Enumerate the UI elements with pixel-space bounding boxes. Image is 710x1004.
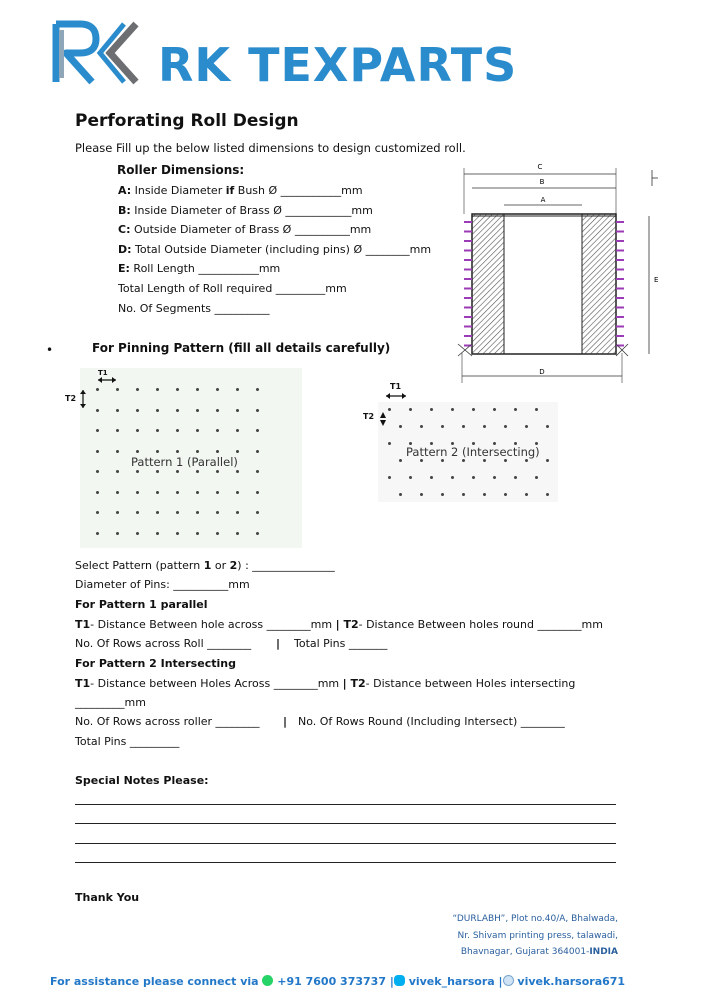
pattern-2-pin-dot bbox=[420, 459, 423, 462]
pattern-1-pin-dot bbox=[156, 450, 159, 453]
pattern-1-pin-dot bbox=[256, 388, 259, 391]
page-title: Perforating Roll Design bbox=[75, 111, 299, 131]
pattern-1-t2-arrow bbox=[79, 388, 87, 410]
pattern-1-heading: For Pattern 1 parallel bbox=[75, 598, 208, 611]
pattern-2-pin-dot bbox=[514, 408, 517, 411]
address-line-1: “DURLABH”, Plot no.40/A, Bhalwada, bbox=[452, 914, 618, 924]
field-e: E: Roll Length ___________mm bbox=[118, 262, 281, 275]
pattern-1-pin-dot bbox=[176, 450, 179, 453]
pattern-1-label: Pattern 1 (Parallel) bbox=[131, 455, 238, 469]
pattern-1-pin-dot bbox=[196, 388, 199, 391]
pattern-2-pin-dot bbox=[430, 476, 433, 479]
chat-icon bbox=[503, 975, 514, 986]
pattern-1-pin-dot bbox=[216, 511, 219, 514]
dim-label-d: D bbox=[539, 368, 545, 376]
pattern-2-pin-dot bbox=[546, 493, 549, 496]
pattern-2-pin-dot bbox=[483, 459, 486, 462]
pattern-2-pin-dot bbox=[493, 408, 496, 411]
phone-link[interactable]: +91 7600 373737 bbox=[277, 975, 386, 988]
pattern-1-pin-dot bbox=[156, 388, 159, 391]
field-total-length: Total Length of Roll required _________mm bbox=[118, 282, 347, 295]
pattern-1-pin-dot bbox=[216, 388, 219, 391]
pattern-2-pin-dot bbox=[504, 425, 507, 428]
pattern-1-pin-dot bbox=[136, 450, 139, 453]
pattern-2-label: Pattern 2 (Intersecting) bbox=[406, 445, 540, 459]
pattern-1-pin-dot bbox=[156, 491, 159, 494]
pattern-2-pin-dot bbox=[525, 459, 528, 462]
pattern-1-pin-dot bbox=[236, 409, 239, 412]
pattern-2-pin-dot bbox=[409, 476, 412, 479]
pattern-1-pin-dot bbox=[116, 388, 119, 391]
pattern-2-pin-dot bbox=[420, 425, 423, 428]
pattern-1-pin-dot bbox=[96, 388, 99, 391]
pattern-2-pin-dot bbox=[525, 493, 528, 496]
pattern-1-pin-dot bbox=[156, 470, 159, 473]
pattern-1-pin-dot bbox=[96, 450, 99, 453]
notes-line bbox=[75, 804, 616, 805]
pattern-1-pin-dot bbox=[136, 491, 139, 494]
pattern-1-pin-dot bbox=[216, 409, 219, 412]
pattern-1-pin-dot bbox=[196, 429, 199, 432]
pattern-1-pin-dot bbox=[136, 388, 139, 391]
pattern-1-pin-dot bbox=[96, 409, 99, 412]
pattern-2-t1-arrow bbox=[384, 392, 408, 400]
pinning-bullet: • bbox=[46, 343, 54, 357]
pattern-1-pin-dot bbox=[256, 511, 259, 514]
pattern-2-total-field: Total Pins _________ bbox=[75, 735, 180, 748]
pattern-2-t2-continuation: _________mm bbox=[75, 696, 146, 709]
select-pattern-field: Select Pattern (pattern 1 or 2) : _______________ bbox=[75, 559, 335, 572]
pattern-2-pin-dot bbox=[451, 476, 454, 479]
pattern-2-pin-dot bbox=[535, 476, 538, 479]
pattern-2-pin-dot bbox=[441, 493, 444, 496]
pattern-1-pin-dot bbox=[156, 511, 159, 514]
pattern-1-pin-dot bbox=[116, 470, 119, 473]
pattern-1-pin-dot bbox=[136, 470, 139, 473]
pattern-1-rows-field: No. Of Rows across Roll ________ bbox=[75, 637, 252, 650]
address-line-2: Nr. Shivam printing press, talawadi, bbox=[457, 931, 618, 941]
pattern-2-pin-dot bbox=[462, 493, 465, 496]
dim-label-e: E bbox=[654, 276, 659, 284]
pattern-1-pin-dot bbox=[96, 429, 99, 432]
pattern-2-pin-dot bbox=[388, 408, 391, 411]
skype-icon bbox=[394, 975, 405, 986]
pattern-1-pin-dot bbox=[256, 532, 259, 535]
pattern-1-pin-dot bbox=[176, 511, 179, 514]
address-line-3: Bhavnagar, Gujarat 364001-INDIA bbox=[460, 947, 618, 957]
pattern-1-pin-dot bbox=[236, 532, 239, 535]
pattern-1-pin-dot bbox=[136, 532, 139, 535]
pattern-1-pin-dot bbox=[216, 491, 219, 494]
pattern-1-pin-dot bbox=[176, 388, 179, 391]
pattern-1-pin-dot bbox=[116, 450, 119, 453]
pattern-2-pin-dot bbox=[388, 442, 391, 445]
pattern-1-pin-dot bbox=[176, 429, 179, 432]
pattern-2-pin-dot bbox=[441, 459, 444, 462]
brand-logo-mark bbox=[52, 20, 140, 86]
pattern-1-pin-dot bbox=[236, 491, 239, 494]
pattern-1-pin-dot bbox=[116, 491, 119, 494]
pattern-2-pin-dot bbox=[451, 408, 454, 411]
pattern-2-pin-dot bbox=[399, 459, 402, 462]
pattern-2-pin-dot bbox=[483, 493, 486, 496]
pattern-1-pin-dot bbox=[236, 429, 239, 432]
pattern-1-pin-dot bbox=[116, 532, 119, 535]
email-link[interactable]: vivek.harsora671 bbox=[517, 975, 626, 988]
pattern-1-pin-dot bbox=[196, 491, 199, 494]
pattern-1-pin-dot bbox=[256, 429, 259, 432]
pattern-2-pin-dot bbox=[546, 459, 549, 462]
pattern-1-t2-label: T2 bbox=[65, 394, 77, 403]
pattern-1-total-field: Total Pins _______ bbox=[294, 637, 388, 650]
pattern-2-pin-dot bbox=[472, 476, 475, 479]
pattern-1-pin-dot bbox=[96, 532, 99, 535]
intro-text: Please Fill up the below listed dimensions to design customized roll. bbox=[75, 141, 466, 155]
pattern-2-pin-dot bbox=[514, 476, 517, 479]
pattern-1-pin-dot bbox=[216, 429, 219, 432]
pattern-2-pin-dot bbox=[493, 476, 496, 479]
pattern-1-pin-dot bbox=[256, 491, 259, 494]
pattern-1-pin-dot bbox=[236, 470, 239, 473]
whatsapp-icon bbox=[262, 975, 273, 986]
pattern-2-pin-dot bbox=[462, 425, 465, 428]
pattern-2-pin-dot bbox=[525, 425, 528, 428]
pattern-1-pin-dot bbox=[116, 409, 119, 412]
pattern-2-pin-dot bbox=[399, 493, 402, 496]
pattern-1-pin-dot bbox=[236, 511, 239, 514]
pattern-1-pin-dot bbox=[236, 388, 239, 391]
brand-name: RK TEXPARTS bbox=[158, 38, 518, 92]
pattern-2-pin-dot bbox=[462, 459, 465, 462]
dim-label-a: A bbox=[540, 196, 546, 204]
dim-label-b: B bbox=[539, 178, 545, 186]
pattern-2-pin-dot bbox=[472, 408, 475, 411]
pattern-2-pin-dot bbox=[409, 408, 412, 411]
pattern-1-pin-dot bbox=[96, 470, 99, 473]
field-d: D: Total Outside Diameter (including pins) Ø ________mm bbox=[118, 243, 432, 256]
pattern-2-rows-field: No. Of Rows across roller ________ bbox=[75, 715, 260, 728]
pattern-2-heading: For Pattern 2 Intersecting bbox=[75, 657, 236, 670]
pin-diameter-field: Diameter of Pins: __________mm bbox=[75, 578, 250, 591]
pattern-1-pin-dot bbox=[176, 491, 179, 494]
pattern-1-pin-dot bbox=[216, 470, 219, 473]
pattern-1-pin-dot bbox=[176, 409, 179, 412]
pattern-1-pin-dot bbox=[196, 470, 199, 473]
field-c: C: Outside Diameter of Brass Ø __________mm bbox=[118, 223, 372, 236]
pattern-1-pin-dot bbox=[156, 409, 159, 412]
pattern-1-pin-dot bbox=[256, 450, 259, 453]
assistance-footer: For assistance please connect via +91 7600 373737 | vivek_harsora | vivek.harsora671 bbox=[50, 975, 626, 988]
pattern-2-pin-dot bbox=[546, 425, 549, 428]
pattern-2-t2-arrow bbox=[379, 411, 387, 427]
pattern-1-pin-dot bbox=[156, 429, 159, 432]
pattern-2-pin-dot bbox=[430, 408, 433, 411]
pattern-1-pin-dot bbox=[136, 409, 139, 412]
pattern-1-pin-dot bbox=[196, 532, 199, 535]
pattern-2-pin-dot bbox=[420, 493, 423, 496]
thank-you: Thank You bbox=[75, 891, 140, 904]
notes-line bbox=[75, 823, 616, 824]
pattern-2-rows-round-field: No. Of Rows Round (Including Intersect) ________ bbox=[298, 715, 565, 728]
pattern-1-pin-dot bbox=[256, 409, 259, 412]
pinning-heading: For Pinning Pattern (fill all details carefully) bbox=[92, 341, 391, 355]
pattern-1-t-fields: T1- Distance Between hole across ________mm | T2- Distance Between holes round ________mm bbox=[75, 618, 603, 631]
pattern-1-pin-dot bbox=[136, 429, 139, 432]
pattern-1-pin-dot bbox=[216, 450, 219, 453]
notes-line bbox=[75, 843, 616, 844]
pattern-1-pin-dot bbox=[196, 409, 199, 412]
pattern-2-pin-dot bbox=[535, 408, 538, 411]
pattern-1-pin-dot bbox=[96, 511, 99, 514]
pattern-1-pin-dot bbox=[176, 532, 179, 535]
pattern-2-pin-dot bbox=[441, 425, 444, 428]
pattern-2-pipe: | bbox=[283, 715, 288, 728]
pattern-1-pin-dot bbox=[116, 511, 119, 514]
pattern-1-pin-dot bbox=[176, 470, 179, 473]
pattern-1-pin-dot bbox=[96, 491, 99, 494]
roller-heading: Roller Dimensions: bbox=[117, 163, 245, 177]
pattern-1-pin-dot bbox=[196, 450, 199, 453]
pattern-1-t1-label: T1 bbox=[98, 369, 108, 377]
field-b: B: Inside Diameter of Brass Ø ____________mm bbox=[118, 204, 373, 217]
pattern-1-pin-dot bbox=[156, 532, 159, 535]
pattern-1-pipe: | bbox=[276, 637, 281, 650]
pattern-1-pin-dot bbox=[196, 511, 199, 514]
skype-link[interactable]: vivek_harsora bbox=[408, 975, 495, 988]
pattern-2-t2-label: T2 bbox=[363, 412, 375, 421]
pattern-1-t1-arrow bbox=[96, 376, 118, 384]
field-a: A: Inside Diameter if Bush Ø ___________mm bbox=[118, 184, 363, 197]
pattern-2-t-fields: T1- Distance between Holes Across ________mm | T2- Distance between Holes intersecting bbox=[75, 677, 576, 690]
notes-heading: Special Notes Please: bbox=[75, 774, 209, 787]
pattern-1-pin-dot bbox=[236, 450, 239, 453]
pattern-2-pin-dot bbox=[388, 476, 391, 479]
pattern-2-pin-dot bbox=[504, 493, 507, 496]
field-segments: No. Of Segments __________ bbox=[118, 302, 270, 315]
pattern-1-pin-dot bbox=[216, 532, 219, 535]
pattern-1-pin-dot bbox=[256, 470, 259, 473]
roll-diagram bbox=[452, 158, 667, 388]
pattern-2-t1-label: T1 bbox=[390, 382, 402, 391]
pattern-1-pin-dot bbox=[116, 429, 119, 432]
pattern-2-pin-dot bbox=[504, 459, 507, 462]
dim-label-c: C bbox=[537, 163, 543, 171]
pattern-2-pin-dot bbox=[399, 425, 402, 428]
pattern-1-pin-dot bbox=[136, 511, 139, 514]
pattern-2-pin-dot bbox=[483, 425, 486, 428]
notes-line bbox=[75, 862, 616, 863]
